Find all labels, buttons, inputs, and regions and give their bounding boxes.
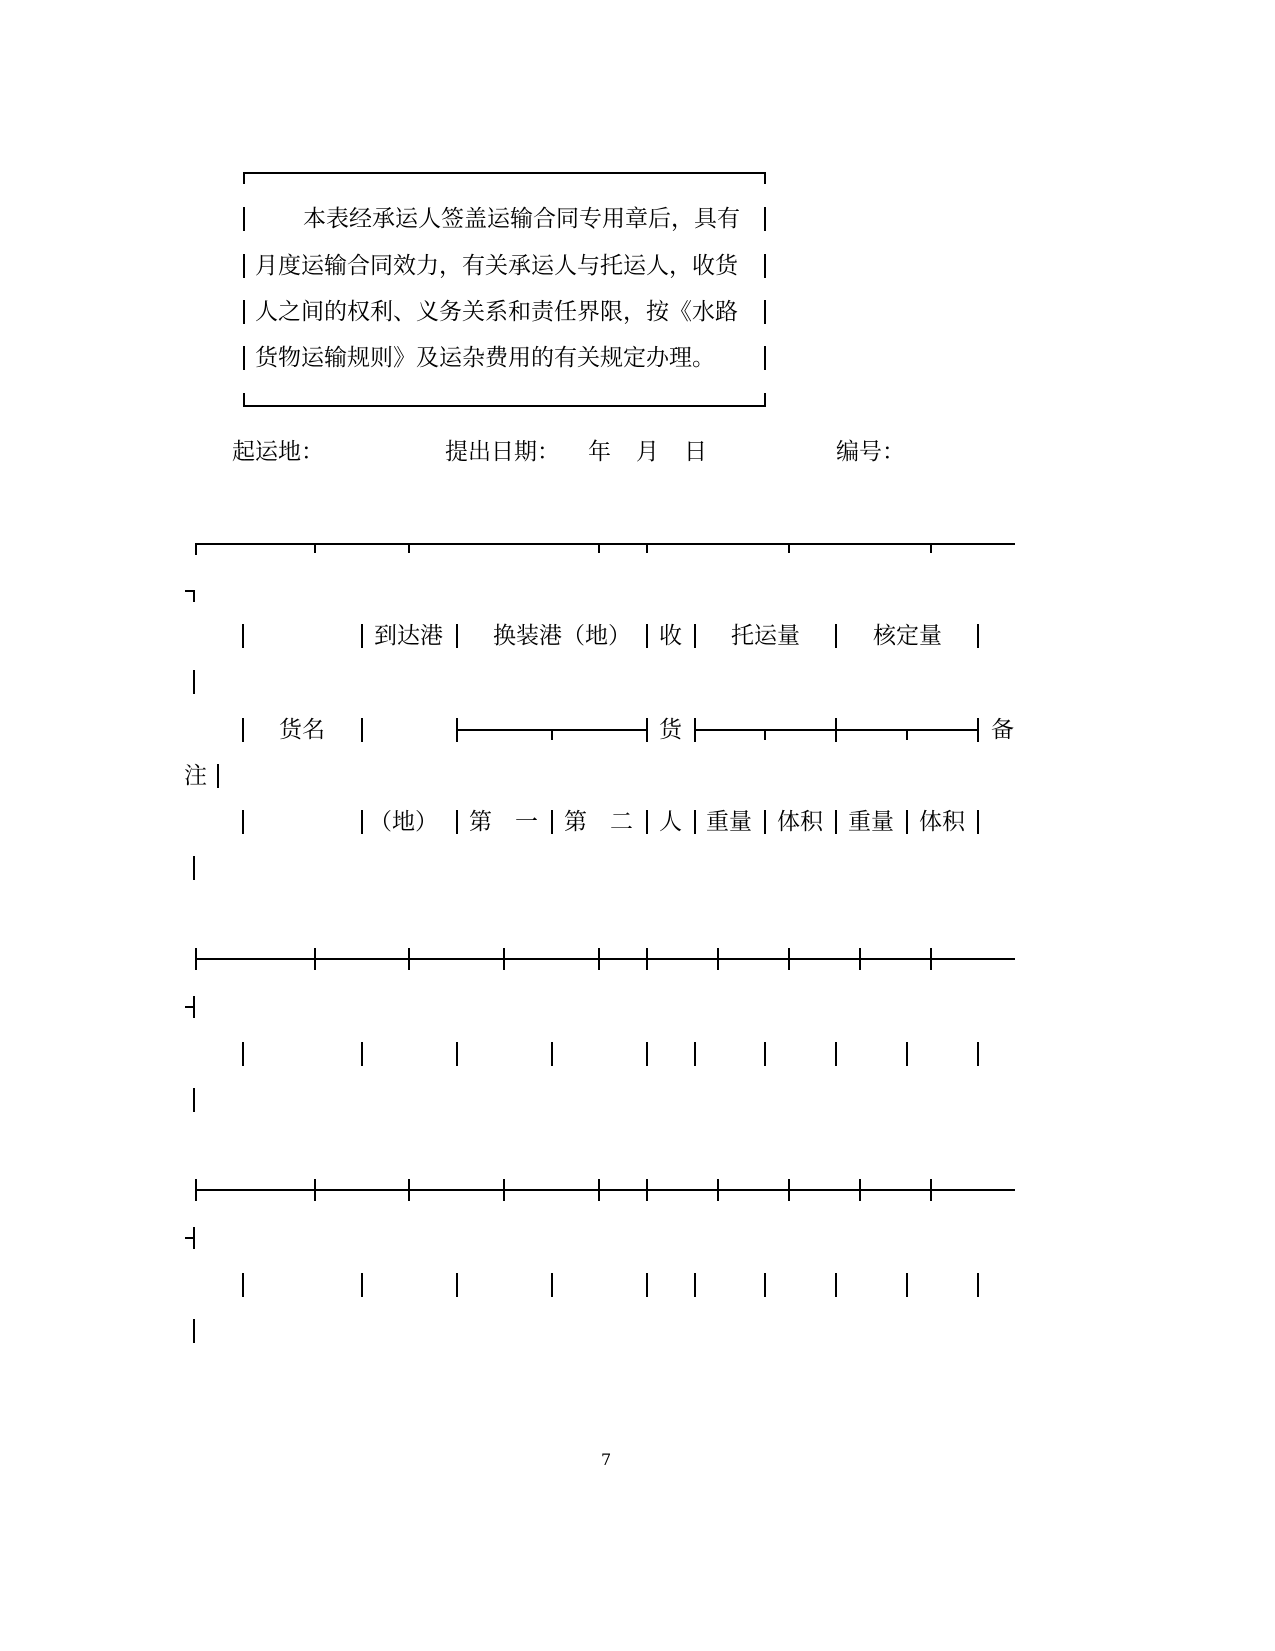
- header-remarks-1: 备: [991, 717, 1014, 743]
- date-day: 日: [684, 439, 707, 465]
- date-year: 年: [588, 439, 611, 465]
- header-first: 第 一: [469, 809, 538, 835]
- header-arrival-port: 到达港: [374, 623, 443, 649]
- header-second: 第 二: [564, 809, 633, 835]
- page-number: 7: [601, 1450, 612, 1469]
- notice-line-2: 月度运输合同效力，有关承运人与托运人，收货: [255, 253, 738, 279]
- header-goods: 货: [659, 717, 682, 743]
- header-volume-2: 体积: [919, 809, 965, 835]
- date-label: 提出日期：: [445, 439, 560, 465]
- number-label: 编号：: [836, 439, 905, 465]
- header-verified-qty: 核定量: [873, 623, 942, 649]
- header-consigned-qty: 托运量: [731, 623, 800, 649]
- header-volume-1: 体积: [777, 809, 823, 835]
- origin-label: 起运地：: [232, 439, 324, 465]
- notice-line-3: 人之间的权利、义务关系和责任界限，按《水路: [255, 299, 738, 325]
- header-person: 人: [659, 809, 682, 835]
- date-month: 月: [636, 439, 659, 465]
- header-receive: 收: [659, 623, 682, 649]
- notice-line-4: 货物运输规则》及运杂费用的有关规定办理。: [255, 345, 715, 371]
- header-weight-2: 重量: [848, 809, 894, 835]
- header-transfer-port: 换装港（地）: [493, 623, 631, 649]
- header-arrival-place: （地）: [369, 809, 438, 835]
- header-weight-1: 重量: [706, 809, 752, 835]
- header-remarks-2: 注: [184, 763, 207, 789]
- header-cargo-name: 货名: [279, 717, 325, 743]
- notice-line-1: 本表经承运人签盖运输合同专用章后，具有: [303, 206, 740, 232]
